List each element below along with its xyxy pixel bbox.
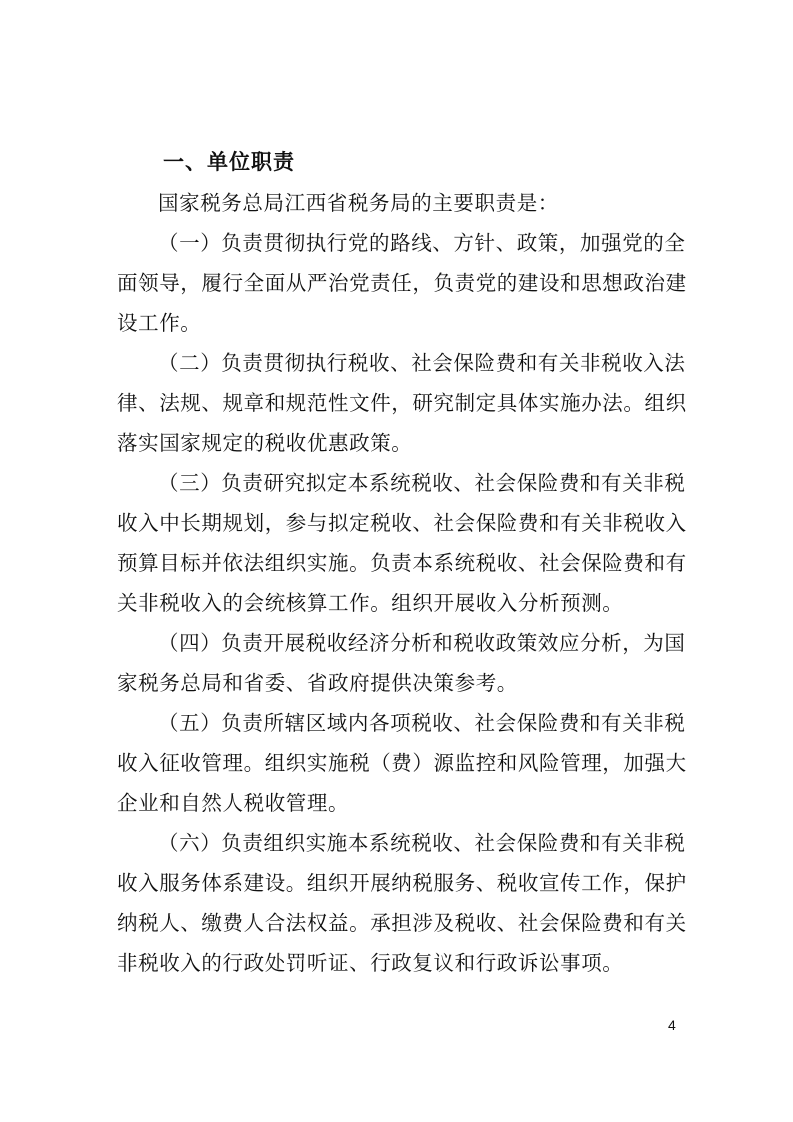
duty-paragraph-2: （二）负责贯彻执行税收、社会保险费和有关非税收入法律、法规、规章和规范性文件，研究制定具体实施办法。组织落实国家规定的税收优惠政策。 <box>117 351 687 455</box>
duty-paragraph-5: （五）负责所辖区域内各项税收、社会保险费和有关非税收入征收管理。组织实施税（费）源监控和风险管理，加强大企业和自然人税收管理。 <box>117 711 687 815</box>
duty-paragraph-1: （一）负责贯彻执行党的路线、方针、政策，加强党的全面领导，履行全面从严治党责任，负责党的建设和思想政治建设工作。 <box>117 231 687 335</box>
intro-paragraph: 国家税务总局江西省税务局的主要职责是： <box>158 191 559 215</box>
duty-paragraph-3: （三）负责研究拟定本系统税收、社会保险费和有关非税收入中长期规划，参与拟定税收、社会保险费和有关非税收入预算目标并依法组织实施。负责本系统税收、社会保险费和有关非税收入的会统核算工作。组织开展收入分析预测。 <box>117 471 687 615</box>
section-heading: 一、单位职责 <box>163 150 295 174</box>
page-number: 4 <box>668 1017 676 1033</box>
duty-paragraph-6: （六）负责组织实施本系统税收、社会保险费和有关非税收入服务体系建设。组织开展纳税服务、税收宣传工作，保护纳税人、缴费人合法权益。承担涉及税收、社会保险费和有关非税收入的行政处罚听证、行政复议和行政诉讼事项。 <box>117 831 687 975</box>
body-text <box>117 183 687 983</box>
duty-paragraph-4: （四）负责开展税收经济分析和税收政策效应分析，为国家税务总局和省委、省政府提供决策参考。 <box>117 631 686 695</box>
